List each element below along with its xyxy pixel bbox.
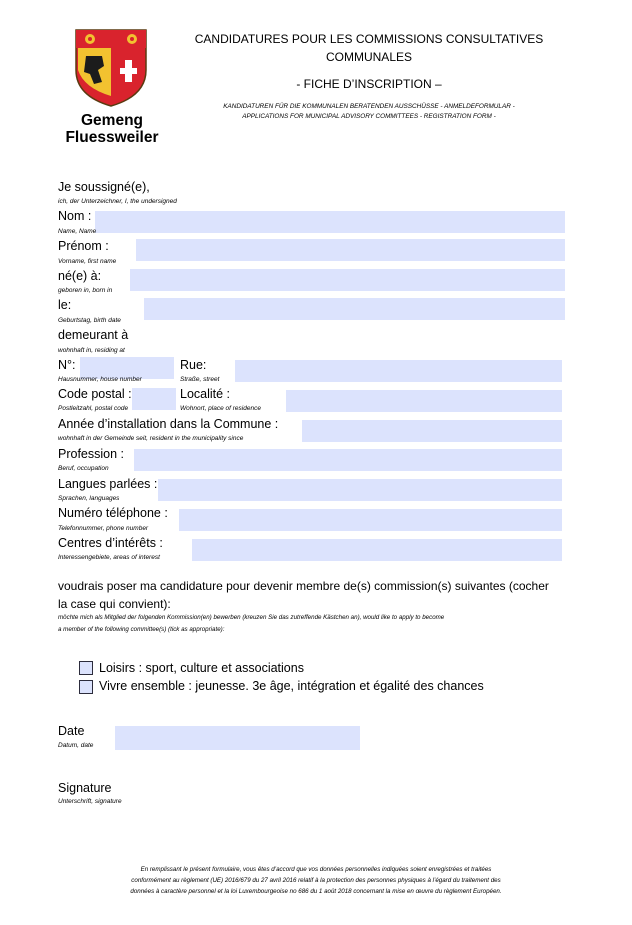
- profession-label: Profession :: [58, 447, 125, 461]
- nom-sub: Name, Name: [58, 228, 97, 235]
- langues-sub: Sprachen, languages: [58, 495, 120, 502]
- date-sub: Datum, date: [58, 742, 94, 749]
- interets-label: Centres d’intérêts :: [58, 536, 163, 550]
- ne-a-field[interactable]: [130, 269, 565, 291]
- prenom-label: Prénom :: [58, 239, 109, 253]
- localite-label: Localité :: [180, 387, 231, 401]
- rue-field[interactable]: [235, 360, 562, 382]
- telephone-field[interactable]: [179, 509, 562, 531]
- annee-label: Année d’installation dans la Commune :: [58, 417, 279, 431]
- nom-label: Nom :: [58, 209, 92, 223]
- le-field[interactable]: [144, 298, 565, 320]
- numero-label: N°:: [58, 358, 76, 372]
- candidature-line2: la case qui convient):: [58, 597, 171, 611]
- municipality-logo: [60, 26, 164, 146]
- coat-of-arms-icon: [72, 26, 150, 108]
- code-postal-label: Code postal :: [58, 387, 132, 401]
- signature-sub: Unterschrift, signature: [58, 798, 122, 805]
- ne-a-label: né(e) à:: [58, 269, 102, 283]
- intro-label: Je soussigné(e),: [58, 180, 150, 194]
- date-label: Date: [58, 724, 85, 738]
- privacy-notice-line1: En remplissant le présent formulaire, vous êtes d’accord que vos données personnelles indiquées soient enregistrées et traitées: [140, 866, 492, 873]
- demeurant-sub: wohnhaft in, residing at: [58, 347, 125, 354]
- vivre-ensemble-checkbox[interactable]: [79, 680, 93, 694]
- interets-field[interactable]: [192, 539, 562, 561]
- telephone-label: Numéro téléphone :: [58, 506, 168, 520]
- telephone-sub: Telefonnummer, phone number: [58, 525, 149, 532]
- candidature-sub-line1: möchte mich als Mitglied der folgenden Kommission(en) bewerben (kreuzen Sie das zutreffende Kästchen an), would like to apply to become: [58, 614, 445, 621]
- rue-sub: Straße, street: [180, 376, 220, 383]
- numero-sub: Hausnummer, house number: [58, 376, 142, 383]
- loisirs-checkbox[interactable]: [79, 661, 93, 675]
- prenom-sub: Vorname, first name: [58, 258, 117, 265]
- vivre-ensemble-label: Vivre ensemble : jeunesse. 3e âge, intégration et égalité des chances: [99, 679, 484, 693]
- annee-sub: wohnhaft in der Gemeinde seit, resident in the municipality since: [58, 435, 244, 442]
- signature-label: Signature: [58, 781, 112, 795]
- interets-sub: Interessengebiete, areas of interest: [58, 554, 160, 561]
- form-title-line2: COMMUNALES: [325, 50, 412, 64]
- profession-field[interactable]: [134, 449, 562, 471]
- profession-sub: Beruf, occupation: [58, 465, 109, 472]
- prenom-field[interactable]: [136, 239, 565, 261]
- intro-sub: ich, der Unterzeichner, I, the undersigned: [58, 198, 177, 205]
- date-field[interactable]: [115, 726, 360, 750]
- privacy-notice-line2: conformément au règlement (UE) 2016/679 du 27 avril 2016 relatif à la protection des personnes physiques à l’égard du traitement des: [131, 877, 501, 884]
- form-subtitle-line2: APPLICATIONS FOR MUNICIPAL ADVISORY COMMITTEES - REGISTRATION FORM -: [242, 113, 496, 120]
- candidature-line1: voudrais poser ma candidature pour devenir membre de(s) commission(s) suivantes (cocher: [58, 579, 549, 593]
- candidature-sub-line2: a member of the following committee(s) (tick as appropriate):: [58, 626, 225, 633]
- annee-field[interactable]: [302, 420, 562, 442]
- localite-sub: Wohnort, place of residence: [180, 405, 261, 412]
- loisirs-label: Loisirs : sport, culture et associations: [99, 661, 304, 675]
- logo-text-line2: Fluessweiler: [65, 129, 159, 146]
- rue-label: Rue:: [180, 358, 207, 372]
- nom-field[interactable]: [95, 211, 565, 233]
- logo-text-line1: Gemeng: [80, 112, 143, 129]
- demeurant-label: demeurant à: [58, 328, 129, 342]
- fiche-inscription: - FICHE D’INSCRIPTION –: [296, 77, 442, 91]
- langues-field[interactable]: [158, 479, 562, 501]
- code-postal-field[interactable]: [132, 388, 176, 410]
- form-subtitle-line1: KANDIDATUREN FÜR DIE KOMMUNALEN BERATENDEN AUSSCHÜSSE - ANMELDEFORMULAR -: [223, 103, 515, 110]
- privacy-notice-line3: données à caractère personnel et la loi Luxembourgeoise no 686 du 1 août 2018 concernant la mise en œuvre du règlement Européen.: [130, 888, 502, 895]
- localite-field[interactable]: [286, 390, 562, 412]
- form-title-line1: CANDIDATURES POUR LES COMMISSIONS CONSULTATIVES: [194, 32, 544, 46]
- ne-a-sub: geboren in, born in: [58, 287, 113, 294]
- code-postal-sub: Postleitzahl, postal code: [58, 405, 129, 412]
- langues-label: Langues parlées :: [58, 477, 158, 491]
- le-sub: Geburtstag, birth date: [58, 317, 121, 324]
- le-label: le:: [58, 298, 72, 312]
